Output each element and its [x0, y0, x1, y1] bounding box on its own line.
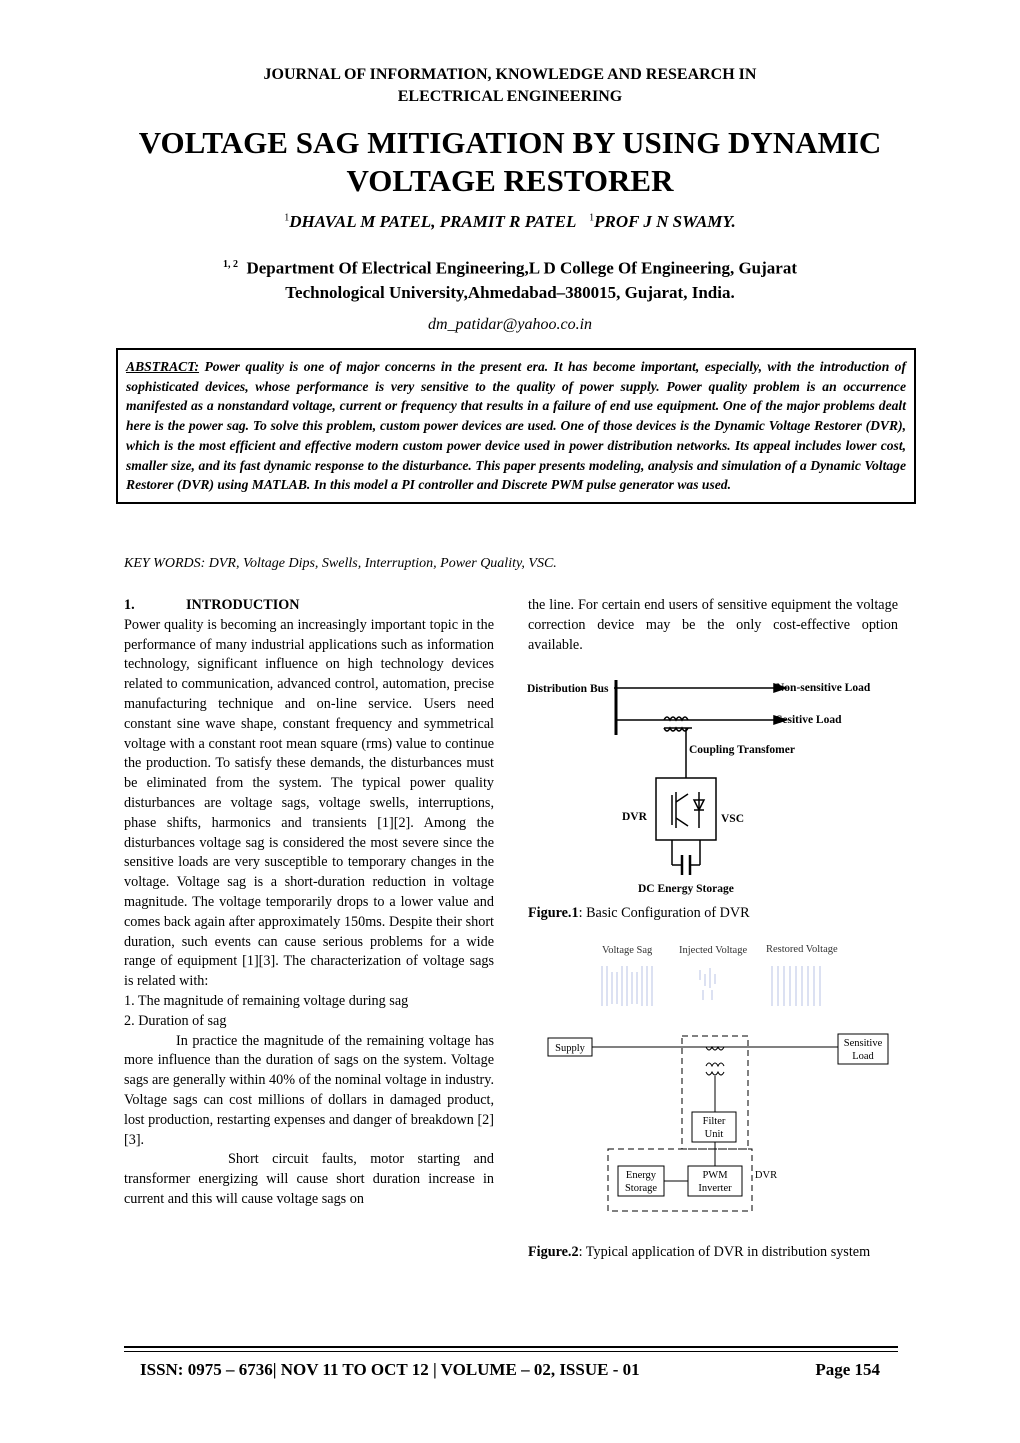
waveform-sketches — [602, 966, 820, 1006]
figure-1-diagram — [524, 670, 904, 900]
intro-paragraph-1: Power quality is becoming an increasingly important topic in the performance of many industrial applications such as information technology, significant influence on high technology devices related to communication, advanced control, automation, precise manufacturing technique and on-line service. Users need constant sine wave shape, constant frequency and symmetrical voltage with a constant root mean square (rms) value to continue the production. To satisfy these demands, the disturbances must be eliminated from the system. The typical power quality disturbances are voltage sags, voltage swells, interruptions, phase shifts, harmonics and transients [1][2]. Among the disturbances voltage sag is considered the most severe since the sensitive loads are very susceptible to temporary changes in the voltage. Voltage sag is a short-duration reduction in voltage magnitude. The voltage temporarily drops to a lower value and comes back again after approximately 150ms. Despite their short duration, such events can cause serious problems for a wide range of equipment [1][3]. The characterization of voltage sags is related with: — [124, 616, 494, 990]
fig2-injected-voltage: Injected Voltage — [679, 945, 748, 956]
affiliation — [150, 253, 870, 305]
fig2-sensitive-line1: Sensitive — [843, 1038, 883, 1049]
authors — [0, 212, 1020, 232]
author-email[interactable]: dm_patidar@yahoo.co.in — [427, 316, 593, 333]
affil-sup: 1, 2 — [222, 259, 238, 270]
journal-name-line1: JOURNAL OF INFORMATION, KNOWLEDGE AND RESEARCH IN — [263, 66, 757, 83]
author-sup-2: 1 — [589, 212, 595, 224]
journal-name — [0, 64, 1020, 108]
affil-line1: Department Of Electrical Engineering,L D College Of Engineering, Gujarat — [246, 258, 798, 278]
fig2-voltage-sag: Voltage Sag — [602, 945, 653, 956]
author-names: DHAVAL M PATEL, PRAMIT R PATEL — [289, 212, 577, 231]
fig2-supply: Supply — [555, 1043, 585, 1054]
figure-2-caption — [528, 1243, 900, 1263]
list-item-2: 2. Duration of sag — [124, 1012, 227, 1029]
section-number: 1. — [124, 597, 135, 613]
fig2-sensitive-line2: Load — [852, 1051, 874, 1062]
paper-title — [0, 124, 1020, 200]
author-prof: PROF J N SWAMY. — [594, 212, 736, 231]
fig2-pwm-line2: Inverter — [698, 1183, 732, 1194]
fig2-pwm-line1: PWM — [702, 1170, 728, 1181]
abstract-box — [116, 348, 916, 504]
intro-paragraph-4: the line. For certain end users of sensitive equipment the voltage correction device may be the only cost-effective option available. — [528, 597, 898, 653]
affil-line2: Technological University,Ahmedabad–380015, Gujarat, India. — [285, 282, 735, 302]
fig1-distribution-bus: Distribution Bus — [527, 683, 609, 695]
fig2-filter-line1: Filter — [702, 1116, 726, 1127]
figure-2-diagram — [540, 938, 900, 1220]
fig1-dc-energy-storage: DC Energy Storage — [638, 883, 734, 895]
fig1-non-sensitive-load: Non-sensitive Load — [776, 682, 871, 694]
footer-page-number: Page 154 — [815, 1360, 880, 1379]
author-sup-1: 1 — [284, 212, 290, 224]
journal-name-line2: ELECTRICAL ENGINEERING — [397, 88, 623, 105]
paper-title-line1: VOLTAGE SAG MITIGATION BY USING DYNAMIC — [138, 125, 882, 160]
figure-2-caption-text: : Typical application of DVR in distribution system — [578, 1244, 871, 1260]
left-column — [124, 596, 494, 1210]
intro-paragraph-2: In practice the magnitude of the remaining voltage has more influence than the duration of sags on the system. Voltage sags are generally within 40% of the nominal voltage in industry. Voltage sags can cost millions of dollars in damaged product, lost production, restarting expenses and danger of breakdown [2][3]. — [124, 1032, 494, 1148]
footer-issn: ISSN: 0975 – 6736| NOV 11 TO OCT 12 | VOLUME – 02, ISSUE - 01 — [140, 1360, 640, 1379]
fig2-energy-line2: Storage — [624, 1183, 658, 1194]
fig2-filter-line2: Unit — [704, 1129, 724, 1140]
section-title: INTRODUCTION — [186, 597, 300, 613]
footer-rule-thick — [124, 1346, 898, 1348]
right-column — [528, 596, 898, 655]
abstract-label: ABSTRACT: — [126, 359, 200, 374]
keywords: KEY WORDS: DVR, Voltage Dips, Swells, Interruption, Power Quality, VSC. — [124, 556, 557, 571]
fig1-vsc-label: VSC — [721, 813, 745, 825]
section-heading — [124, 596, 494, 616]
fig2-dvr-label: DVR — [754, 1170, 778, 1181]
figure-1-caption-label: Figure.1 — [528, 905, 579, 921]
figure-2-caption-label: Figure.2 — [528, 1244, 579, 1260]
figure-1-caption-text: : Basic Configuration of DVR — [578, 905, 750, 921]
paper-title-line2: VOLTAGE RESTORER — [346, 163, 674, 198]
fig1-sensitive-load: Sesitive Load — [776, 714, 842, 726]
footer-rule-thin — [124, 1351, 898, 1352]
fig2-restored-voltage: Restored Voltage — [766, 944, 838, 955]
abstract-text: Power quality is one of major concerns in the present era. It has become important, especially, with the introduction of sophisticated devices, whose performance is very sensitive to the quality of power supply. Power quality problem is an occurrence manifested as a nonstandard voltage, current or frequency that results in a failure of end use equipment. One of the major problems dealt here is the power sag. To solve this problem, custom power devices are used. One of those devices is the Dynamic Voltage Restorer (DVR), which is the most efficient and effective modern custom power device used in power distribution networks. Its appeal includes lower cost, smaller size, and its fast dynamic response to the disturbance. This paper presents modeling, analysis and simulation of a Dynamic Voltage Restorer (DVR) using MATLAB. In this model a PI controller and Discrete PWM pulse generator was used. — [126, 359, 906, 493]
fig2-energy-line1: Energy — [625, 1170, 657, 1181]
intro-paragraph-3: Short circuit faults, motor starting and transformer energizing will cause short duration increase in current and this will cause voltage sags on — [124, 1151, 494, 1207]
fig1-dvr-label: DVR — [622, 811, 647, 823]
fig1-coupling-transformer: Coupling Transfomer — [689, 744, 795, 756]
list-item-1: 1. The magnitude of remaining voltage during sag — [124, 992, 409, 1009]
figure-1-caption — [528, 904, 750, 924]
